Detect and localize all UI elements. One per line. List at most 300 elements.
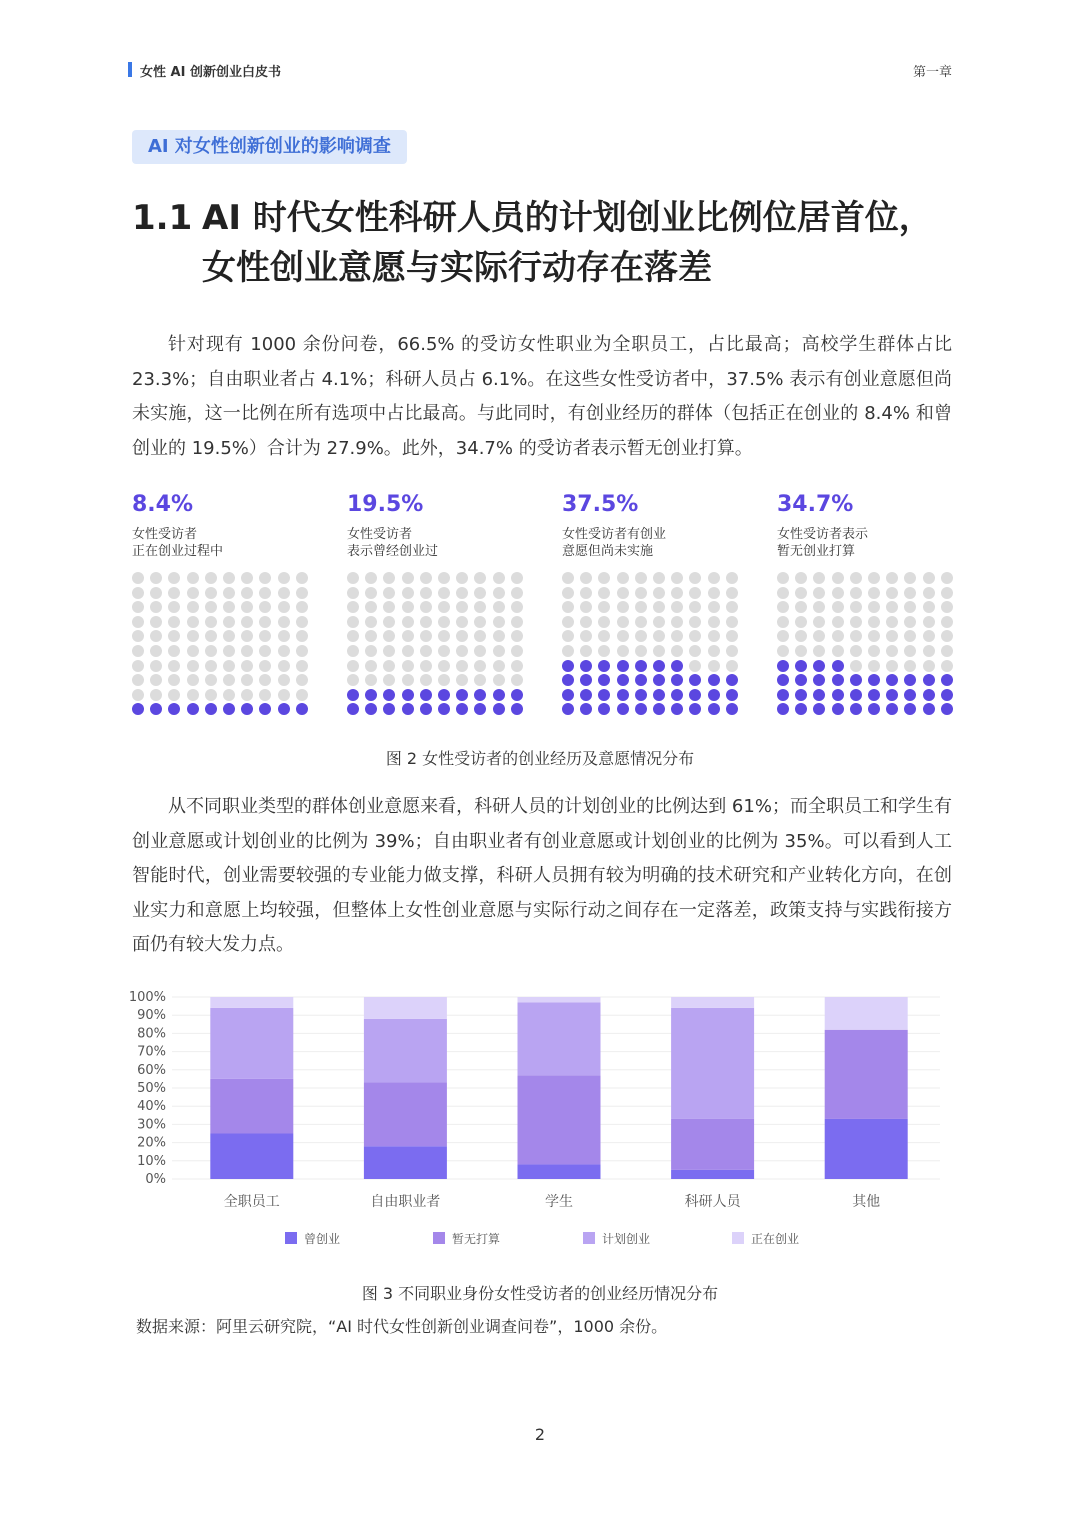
dot-empty xyxy=(150,587,162,599)
dot-empty xyxy=(923,587,935,599)
dot-empty xyxy=(187,645,199,657)
dot-empty xyxy=(562,601,574,613)
bar-segment xyxy=(210,997,293,1008)
dot-empty xyxy=(205,674,217,686)
dot-empty xyxy=(923,572,935,584)
dot-empty xyxy=(850,616,862,628)
dot-empty xyxy=(402,601,414,613)
bar-segment xyxy=(825,997,908,1030)
dot-empty xyxy=(726,572,738,584)
dot-empty xyxy=(438,572,450,584)
bar-segment xyxy=(518,1075,601,1164)
body-paragraph-1: 针对现有 1000 余份问卷，66.5% 的受访女性职业为全职员工，占比最高；高校学生群体占比 23.3%；自由职业者占 4.1%；科研人员占 6.1%。在这些女性受访者中，37.5% 表示有创业意愿但尚未实施，这一比例在所有选项中占比最高。与此同时，有创业经历的群体（包括正在创业的 8.4% 和曾创业的 19.5%）合计为 27.9%。此外，34.7% 的受访者表示暂无创业打算。 xyxy=(132,334,952,459)
dot-empty xyxy=(456,645,468,657)
dot-empty xyxy=(168,601,180,613)
dot-filled xyxy=(241,703,253,715)
dot-empty xyxy=(168,616,180,628)
stat-description xyxy=(347,526,527,560)
bar-segment xyxy=(671,1170,754,1179)
dot-empty xyxy=(562,630,574,642)
dot-empty xyxy=(205,689,217,701)
dot-empty xyxy=(904,572,916,584)
bar-segment xyxy=(518,997,601,1002)
dot-empty xyxy=(598,601,610,613)
dot-empty xyxy=(689,616,701,628)
dot-empty xyxy=(493,572,505,584)
dot-empty xyxy=(296,630,308,642)
dot-empty xyxy=(511,601,523,613)
dot-empty xyxy=(635,587,647,599)
dot-empty xyxy=(205,587,217,599)
dot-empty xyxy=(205,645,217,657)
dot-empty xyxy=(383,601,395,613)
dot-empty xyxy=(813,616,825,628)
dot-empty xyxy=(474,616,486,628)
dot-empty xyxy=(813,601,825,613)
dot-empty xyxy=(278,660,290,672)
dot-empty xyxy=(296,601,308,613)
bar-segment xyxy=(364,1083,447,1147)
dot-empty xyxy=(777,630,789,642)
dot-empty xyxy=(132,601,144,613)
dot-empty xyxy=(580,645,592,657)
dot-filled xyxy=(493,703,505,715)
dot-empty xyxy=(365,660,377,672)
dot-empty xyxy=(868,572,880,584)
dot-empty xyxy=(150,645,162,657)
dot-filled xyxy=(511,689,523,701)
dot-empty xyxy=(868,601,880,613)
dot-empty xyxy=(777,587,789,599)
dot-grid xyxy=(347,572,523,712)
dot-empty xyxy=(941,616,953,628)
dot-empty xyxy=(868,645,880,657)
x-tick-label: 其他 xyxy=(852,1194,881,1210)
dot-empty xyxy=(886,601,898,613)
dot-filled xyxy=(777,674,789,686)
dot-empty xyxy=(941,601,953,613)
dot-empty xyxy=(150,630,162,642)
dot-empty xyxy=(456,572,468,584)
dot-filled xyxy=(726,674,738,686)
dot-empty xyxy=(671,572,683,584)
dot-empty xyxy=(904,601,916,613)
dot-empty xyxy=(886,572,898,584)
section-number: 1.1 xyxy=(132,198,193,238)
dot-empty xyxy=(383,572,395,584)
dot-empty xyxy=(150,601,162,613)
dot-empty xyxy=(402,630,414,642)
dot-empty xyxy=(868,660,880,672)
bar-segment xyxy=(364,997,447,1019)
dot-empty xyxy=(296,616,308,628)
section-tag: AI 对女性创新创业的影响调查 xyxy=(132,130,407,164)
dot-empty xyxy=(813,587,825,599)
dot-empty xyxy=(132,630,144,642)
dot-empty xyxy=(923,601,935,613)
figure-3-caption: 图 3 不同职业身份女性受访者的创业经历情况分布 xyxy=(361,1284,719,1303)
dot-empty xyxy=(420,572,432,584)
dot-filled xyxy=(941,689,953,701)
dot-empty xyxy=(223,587,235,599)
dot-empty xyxy=(241,616,253,628)
stat-description-line: 女性受访者表示 xyxy=(777,527,869,542)
dot-empty xyxy=(671,645,683,657)
dot-empty xyxy=(653,587,665,599)
dot-empty xyxy=(347,572,359,584)
dot-empty xyxy=(365,616,377,628)
dot-filled xyxy=(168,703,180,715)
dot-filled xyxy=(580,703,592,715)
page-header xyxy=(128,60,952,80)
dot-empty xyxy=(150,674,162,686)
dot-empty xyxy=(259,572,271,584)
dot-empty xyxy=(850,601,862,613)
dot-empty xyxy=(832,616,844,628)
dot-empty xyxy=(474,660,486,672)
dot-empty xyxy=(296,660,308,672)
dot-empty xyxy=(708,601,720,613)
dot-empty xyxy=(795,587,807,599)
dot-empty xyxy=(653,630,665,642)
dot-empty xyxy=(923,630,935,642)
dot-empty xyxy=(223,645,235,657)
y-tick-label: 10% xyxy=(137,1153,166,1169)
stacked-bar-chart xyxy=(120,985,960,1255)
dot-filled xyxy=(653,674,665,686)
dot-filled xyxy=(456,703,468,715)
dot-empty xyxy=(493,674,505,686)
dot-empty xyxy=(813,645,825,657)
dot-empty xyxy=(187,587,199,599)
dot-empty xyxy=(832,587,844,599)
dot-empty xyxy=(850,630,862,642)
dot-filled xyxy=(726,703,738,715)
dot-empty xyxy=(132,616,144,628)
dot-empty xyxy=(150,689,162,701)
y-tick-label: 20% xyxy=(137,1135,166,1151)
stat-description-line: 正在创业过程中 xyxy=(132,544,224,559)
legend-swatch xyxy=(433,1232,445,1244)
header-accent-bar xyxy=(128,62,132,77)
dot-empty xyxy=(402,674,414,686)
dot-empty xyxy=(347,601,359,613)
dot-empty xyxy=(562,645,574,657)
dot-empty xyxy=(474,587,486,599)
dot-empty xyxy=(296,587,308,599)
dot-empty xyxy=(223,674,235,686)
dot-empty xyxy=(383,674,395,686)
dot-empty xyxy=(904,630,916,642)
dot-empty xyxy=(187,674,199,686)
x-tick-label: 科研人员 xyxy=(684,1194,741,1210)
dot-filled xyxy=(777,689,789,701)
dot-empty xyxy=(296,689,308,701)
y-tick-label: 50% xyxy=(137,1081,166,1096)
dot-empty xyxy=(795,630,807,642)
dot-empty xyxy=(223,689,235,701)
dot-filled xyxy=(187,703,199,715)
dot-empty xyxy=(205,616,217,628)
dot-empty xyxy=(635,572,647,584)
stat-description-line: 暂无创业打算 xyxy=(777,544,856,559)
bar-segment xyxy=(825,1030,908,1119)
dot-filled xyxy=(653,689,665,701)
dot-empty xyxy=(402,660,414,672)
dot-filled xyxy=(259,703,271,715)
dot-empty xyxy=(653,616,665,628)
dot-empty xyxy=(132,587,144,599)
dot-empty xyxy=(168,630,180,642)
y-tick-label: 30% xyxy=(137,1117,166,1133)
dot-filled xyxy=(562,703,574,715)
dot-filled xyxy=(365,689,377,701)
dot-empty xyxy=(886,587,898,599)
dot-empty xyxy=(726,616,738,628)
dot-empty xyxy=(259,660,271,672)
dot-empty xyxy=(511,645,523,657)
dot-filled xyxy=(689,703,701,715)
dot-grid xyxy=(562,572,738,712)
dot-empty xyxy=(223,660,235,672)
dot-empty xyxy=(868,587,880,599)
dot-empty xyxy=(402,616,414,628)
dot-empty xyxy=(456,630,468,642)
dot-empty xyxy=(168,645,180,657)
stat-description-line: 女性受访者有创业 xyxy=(562,527,667,542)
dot-empty xyxy=(259,645,271,657)
dot-filled xyxy=(886,703,898,715)
dot-empty xyxy=(726,630,738,642)
dot-empty xyxy=(493,601,505,613)
dot-empty xyxy=(438,645,450,657)
dot-empty xyxy=(205,630,217,642)
body-paragraph-2: 从不同职业类型的群体创业意愿来看，科研人员的计划创业的比例达到 61%；而全职员工和学生有创业意愿或计划创业的比例为 39%；自由职业者有创业意愿或计划创业的比例为 35%。可以看到人工智能时代，创业需要较强的专业能力做支撑，科研人员拥有较为明确的技术研究和产业转化方向，在创业实力和意愿上均较强，但整体上女性创业意愿与实际行动之间存在一定落差，政策支持与实践衔接方面仍有较大发力点。 xyxy=(132,796,952,955)
dot-filled xyxy=(617,689,629,701)
dot-empty xyxy=(562,572,574,584)
dot-empty xyxy=(347,645,359,657)
bar-segment xyxy=(210,1134,293,1180)
dot-empty xyxy=(347,616,359,628)
dot-filled xyxy=(904,674,916,686)
dot-empty xyxy=(438,616,450,628)
y-tick-label: 40% xyxy=(137,1099,166,1115)
dot-filled xyxy=(456,689,468,701)
dot-empty xyxy=(278,616,290,628)
bar-segment xyxy=(210,1079,293,1134)
dot-empty xyxy=(617,645,629,657)
dot-empty xyxy=(850,572,862,584)
dot-empty xyxy=(726,645,738,657)
dot-empty xyxy=(296,645,308,657)
dot-filled xyxy=(402,703,414,715)
dot-empty xyxy=(708,660,720,672)
dot-empty xyxy=(813,630,825,642)
dot-filled xyxy=(795,689,807,701)
dot-filled xyxy=(383,703,395,715)
section-title xyxy=(132,193,933,293)
dot-filled xyxy=(813,689,825,701)
dot-empty xyxy=(259,616,271,628)
dot-empty xyxy=(777,645,789,657)
dot-empty xyxy=(653,572,665,584)
dot-empty xyxy=(653,601,665,613)
dot-empty xyxy=(456,674,468,686)
dot-empty xyxy=(598,587,610,599)
dot-empty xyxy=(259,689,271,701)
dot-empty xyxy=(456,601,468,613)
dot-empty xyxy=(795,601,807,613)
dot-empty xyxy=(347,587,359,599)
dot-empty xyxy=(420,630,432,642)
dot-empty xyxy=(726,601,738,613)
dot-filled xyxy=(653,660,665,672)
dot-empty xyxy=(474,572,486,584)
dot-filled xyxy=(347,689,359,701)
dot-empty xyxy=(562,587,574,599)
dot-filled xyxy=(383,689,395,701)
dot-filled xyxy=(402,689,414,701)
dot-filled xyxy=(868,703,880,715)
page-number: 2 xyxy=(534,1425,546,1444)
dot-empty xyxy=(777,572,789,584)
dot-empty xyxy=(708,616,720,628)
dot-empty xyxy=(278,630,290,642)
dot-empty xyxy=(278,645,290,657)
dot-filled xyxy=(813,674,825,686)
dot-filled xyxy=(941,703,953,715)
dot-empty xyxy=(383,645,395,657)
dot-filled xyxy=(617,660,629,672)
dot-empty xyxy=(241,572,253,584)
dot-empty xyxy=(438,601,450,613)
dot-empty xyxy=(598,572,610,584)
dot-filled xyxy=(347,703,359,715)
dot-empty xyxy=(241,674,253,686)
dot-empty xyxy=(580,616,592,628)
dot-empty xyxy=(241,660,253,672)
dot-empty xyxy=(580,601,592,613)
dot-empty xyxy=(635,645,647,657)
dot-empty xyxy=(671,630,683,642)
dot-filled xyxy=(813,660,825,672)
dot-empty xyxy=(580,630,592,642)
dot-empty xyxy=(438,587,450,599)
dot-empty xyxy=(832,630,844,642)
x-tick-label: 自由职业者 xyxy=(370,1194,441,1210)
dot-empty xyxy=(223,601,235,613)
dot-empty xyxy=(941,587,953,599)
dot-empty xyxy=(296,674,308,686)
dot-empty xyxy=(493,587,505,599)
dot-grid xyxy=(777,572,953,712)
dot-filled xyxy=(832,674,844,686)
dot-empty xyxy=(168,689,180,701)
dot-empty xyxy=(365,645,377,657)
dot-empty xyxy=(777,616,789,628)
dot-empty xyxy=(420,601,432,613)
dot-empty xyxy=(241,689,253,701)
bar-segment xyxy=(210,1008,293,1079)
stat-block xyxy=(132,492,312,560)
dot-filled xyxy=(511,703,523,715)
dot-empty xyxy=(708,645,720,657)
dot-filled xyxy=(278,703,290,715)
dot-filled xyxy=(923,703,935,715)
dot-empty xyxy=(456,660,468,672)
dot-empty xyxy=(777,601,789,613)
dot-filled xyxy=(598,703,610,715)
dot-filled xyxy=(598,660,610,672)
dot-filled xyxy=(923,689,935,701)
dot-filled xyxy=(671,660,683,672)
dot-empty xyxy=(813,572,825,584)
dot-filled xyxy=(562,660,574,672)
dot-empty xyxy=(617,587,629,599)
dot-empty xyxy=(941,630,953,642)
dot-empty xyxy=(150,660,162,672)
title-line-2: 女性创业意愿与实际行动存在落差 xyxy=(202,248,712,288)
dot-empty xyxy=(259,601,271,613)
dot-empty xyxy=(438,674,450,686)
dot-empty xyxy=(941,645,953,657)
dot-empty xyxy=(278,587,290,599)
figure-2-caption: 图 2 女性受访者的创业经历及意愿情况分布 xyxy=(385,749,695,768)
dot-empty xyxy=(187,689,199,701)
y-tick-label: 60% xyxy=(137,1062,166,1078)
dot-empty xyxy=(617,572,629,584)
dot-filled xyxy=(904,703,916,715)
dot-filled xyxy=(708,674,720,686)
dot-empty xyxy=(474,630,486,642)
dot-filled xyxy=(904,689,916,701)
dot-filled xyxy=(923,674,935,686)
dot-empty xyxy=(832,572,844,584)
dot-empty xyxy=(278,689,290,701)
dot-empty xyxy=(365,587,377,599)
dot-empty xyxy=(493,630,505,642)
dot-filled xyxy=(795,660,807,672)
dot-empty xyxy=(187,601,199,613)
dot-empty xyxy=(259,674,271,686)
dot-empty xyxy=(365,674,377,686)
dot-empty xyxy=(383,616,395,628)
dot-empty xyxy=(132,689,144,701)
dot-empty xyxy=(241,630,253,642)
y-tick-label: 90% xyxy=(137,1008,166,1024)
dot-empty xyxy=(689,630,701,642)
dot-filled xyxy=(832,703,844,715)
dot-filled xyxy=(598,674,610,686)
header-chapter: 第一章 xyxy=(912,65,952,80)
dot-empty xyxy=(365,572,377,584)
dot-filled xyxy=(223,703,235,715)
dot-filled xyxy=(795,703,807,715)
dot-empty xyxy=(278,674,290,686)
dot-filled xyxy=(850,689,862,701)
dot-empty xyxy=(168,572,180,584)
dot-empty xyxy=(923,660,935,672)
dot-empty xyxy=(904,616,916,628)
dot-empty xyxy=(241,601,253,613)
dot-filled xyxy=(150,703,162,715)
dot-filled xyxy=(671,674,683,686)
x-tick-label: 学生 xyxy=(545,1194,573,1210)
stat-description-line: 意愿但尚未实施 xyxy=(562,544,654,559)
dot-empty xyxy=(886,645,898,657)
dot-filled xyxy=(580,689,592,701)
dot-filled xyxy=(296,703,308,715)
